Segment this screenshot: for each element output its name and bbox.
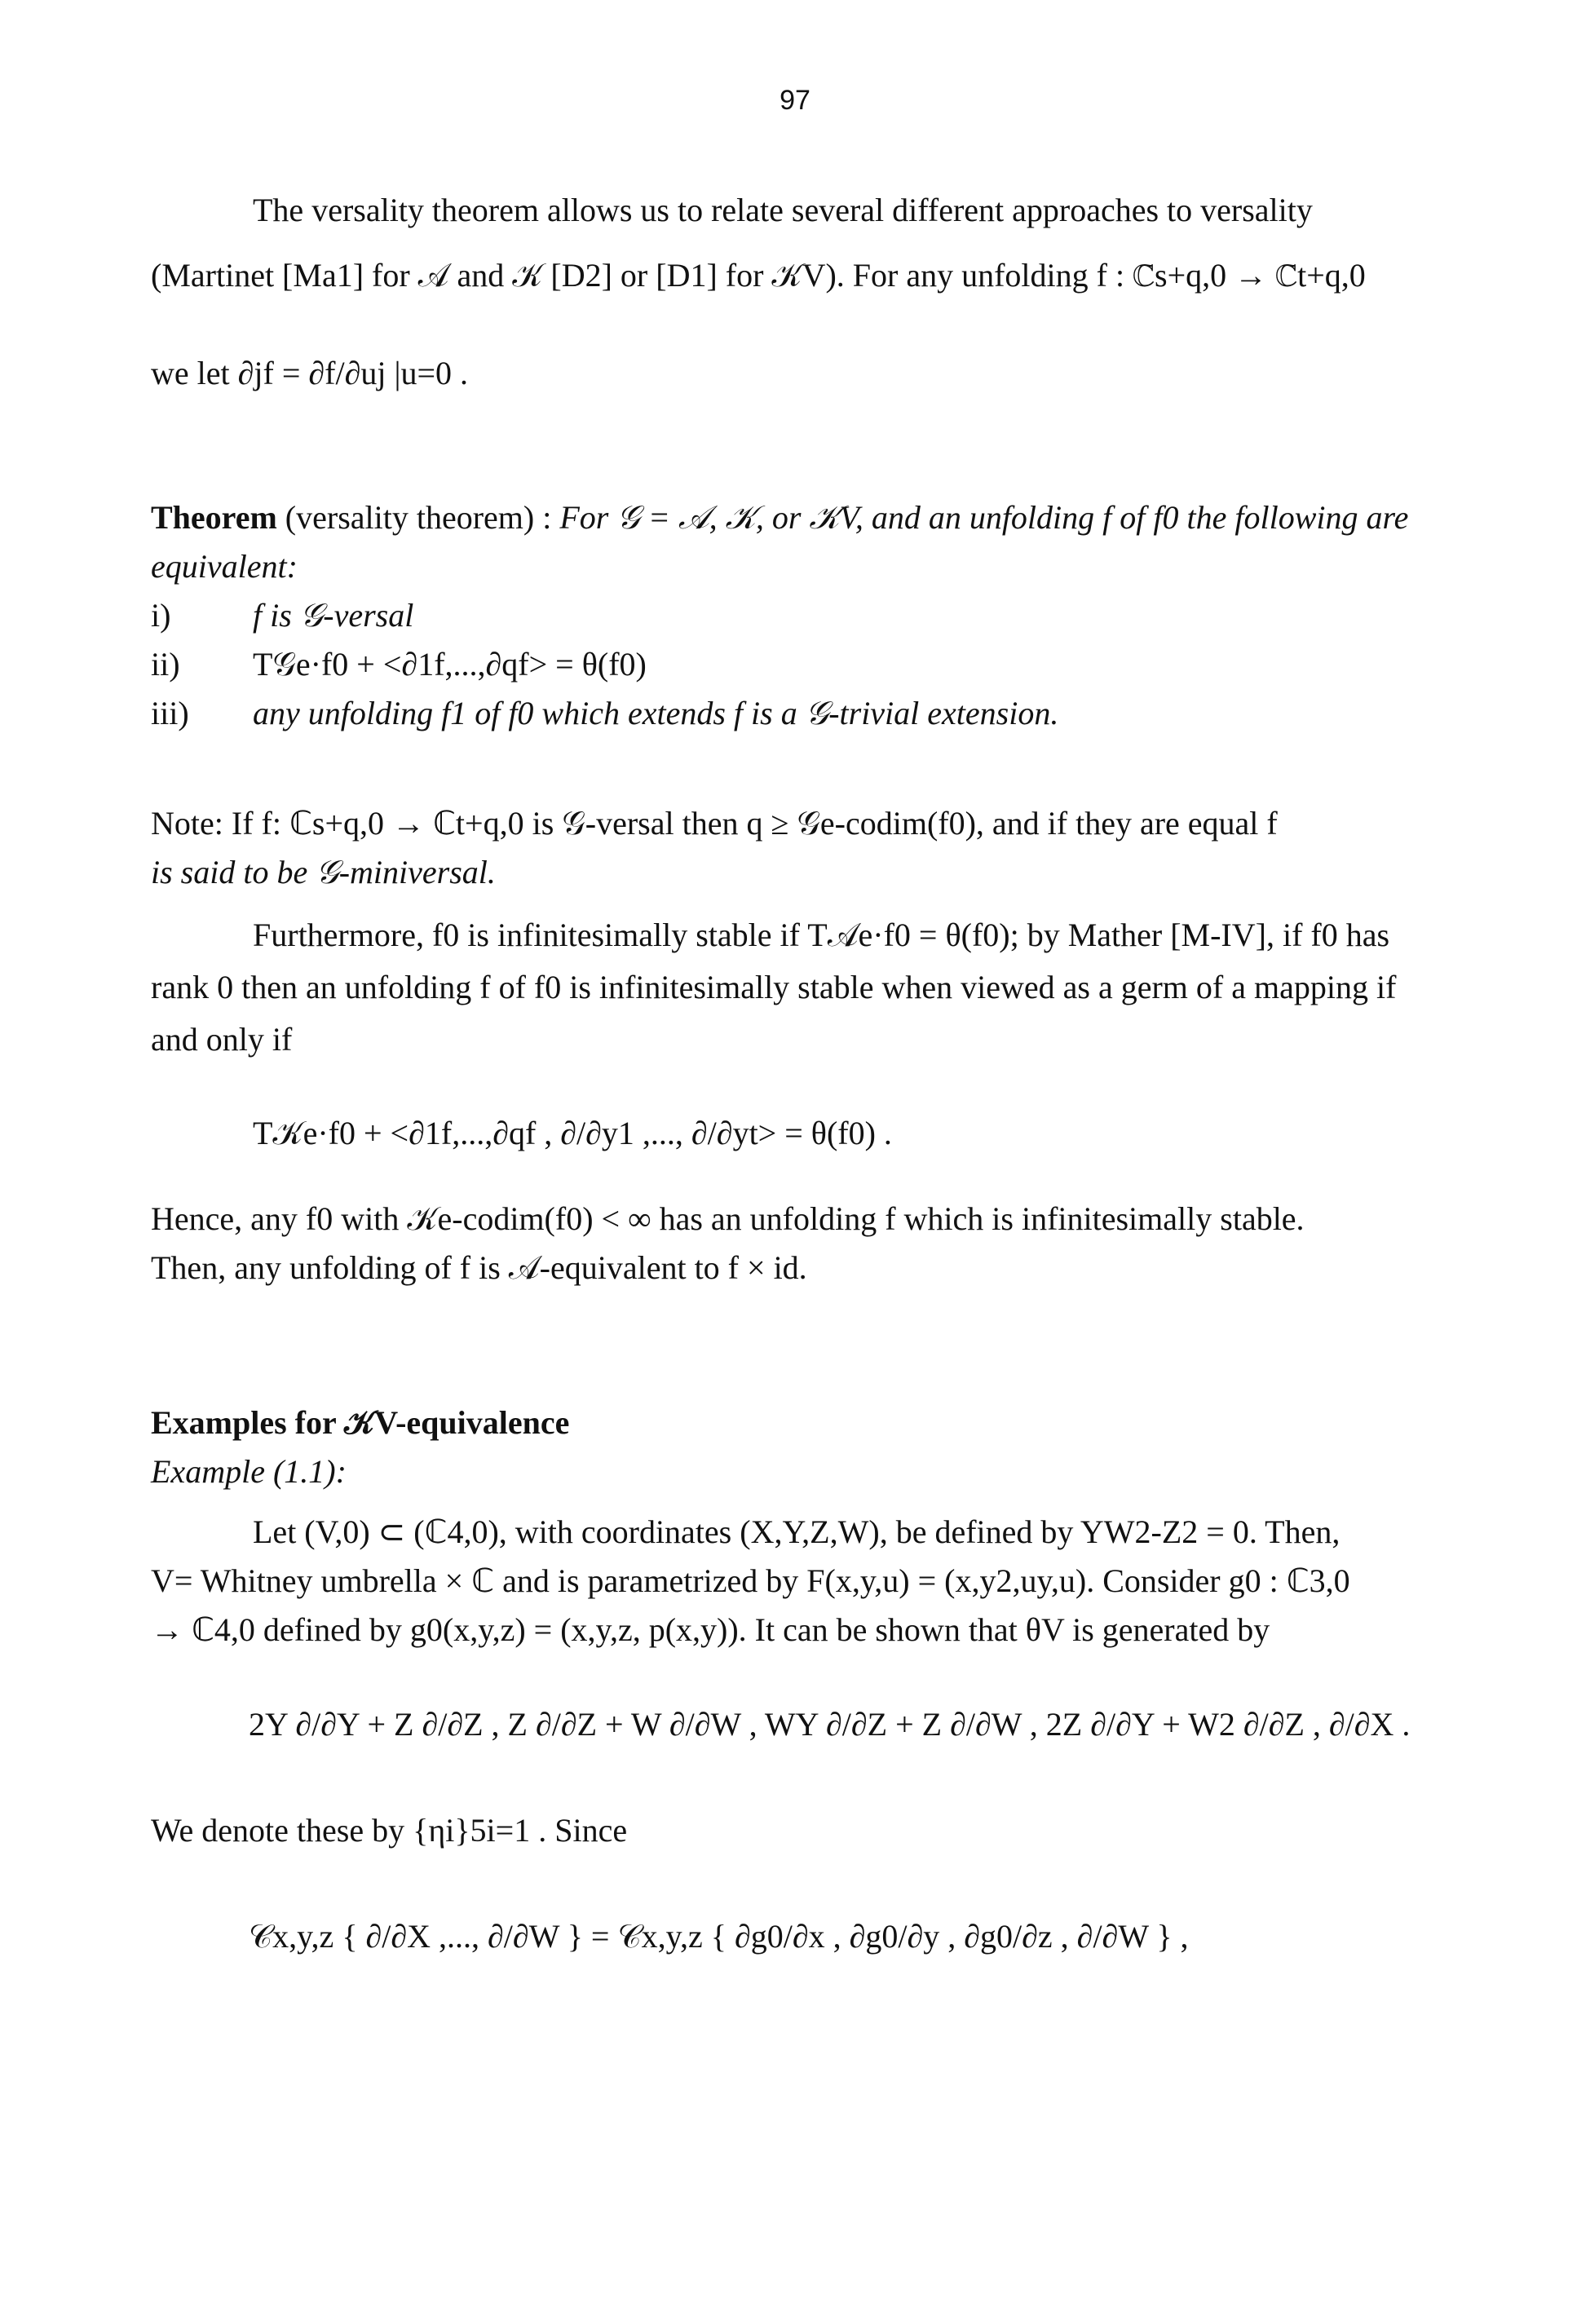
equation-module: 𝒞x,y,z { ∂/∂X ,..., ∂/∂W } = 𝒞x,y,z { ∂g0/∂x , ∂g0/∂y , ∂g0/∂z , ∂/∂W } , <box>249 1918 1189 1955</box>
hence-paragraph <box>151 1195 1447 1292</box>
example-line-1: Let (V,0) ⊂ (ℂ4,0), with coordinates (X,Y,Z,W), be defined by YW2-Z2 = 0. Then, <box>253 1513 1340 1550</box>
example-line-2: V= Whitney umbrella × ℂ and is parametrized by F(x,y,u) = (x,y2,uy,u). Consider g0 : ℂ3,0 <box>151 1562 1350 1599</box>
theorem-item-text: f is 𝒢-versal <box>253 597 414 634</box>
theorem-item-text: any unfolding f1 of f0 which extends f is a 𝒢-trivial extension. <box>253 695 1059 731</box>
theorem-item-2 <box>151 640 1447 689</box>
furthermore-text: Furthermore, f0 is infinitesimally stable if T𝒜e·f0 = θ(f0); by Mather [M-IV], if f0 has rank 0 then an unfolding f of f0 is infinitesimally stable when viewed as a germ of a mapping if and only if <box>151 917 1397 1058</box>
note-line-1: Note: If f: ℂs+q,0 → ℂt+q,0 is 𝒢-versal then q ≥ 𝒢e-codim(f0), and if they are equal f <box>151 805 1278 842</box>
hence-line-2: Then, any unfolding of f is 𝒜-equivalent to f × id. <box>151 1249 807 1286</box>
intro-paragraph <box>151 186 1447 398</box>
theorem-item-text: T𝒢e·f0 + <∂1f,...,∂qf> = θ(f0) <box>253 646 647 683</box>
equation-stability: T𝒦e·f0 + <∂1f,...,∂qf , ∂/∂y1 ,..., ∂/∂yt> = θ(f0) . <box>253 1115 892 1151</box>
theorem-head: Theorem <box>151 499 277 536</box>
theorem-statement <box>151 493 1447 591</box>
theorem-name: (versality theorem) : <box>285 499 552 536</box>
denote-line <box>151 1806 1447 1855</box>
example-label: Example (1.1): <box>151 1453 347 1490</box>
examples-section <box>151 1398 1447 1655</box>
furthermore-paragraph <box>151 909 1447 1066</box>
theorem-item-num: ii) <box>151 646 180 683</box>
examples-heading: Examples for 𝒦V-equivalence <box>151 1404 570 1441</box>
intro-line-3: we let ∂jf = ∂f/∂uj |u=0 . <box>151 355 469 391</box>
intro-line-2: (Martinet [Ma1] for 𝒜 and 𝒦 [D2] or [D1] for 𝒦V). For any unfolding f : ℂs+q,0 → ℂt+q,0 <box>151 257 1366 294</box>
note-paragraph <box>151 799 1447 897</box>
page-number: 97 <box>780 85 810 116</box>
note-line-2: is said to be 𝒢-miniversal. <box>151 854 496 890</box>
equation-generators: 2Y ∂/∂Y + Z ∂/∂Z , Z ∂/∂Z + W ∂/∂W , WY ∂/∂Z + Z ∂/∂W , 2Z ∂/∂Y + W2 ∂/∂Z , ∂/∂X . <box>249 1706 1411 1743</box>
theorem-block <box>151 493 1447 738</box>
theorem-item-num: i) <box>151 597 171 634</box>
hence-line-1: Hence, any f0 with 𝒦e-codim(f0) < ∞ has an unfolding f which is infinitesimally stable. <box>151 1200 1305 1237</box>
theorem-item-num: iii) <box>151 695 189 731</box>
theorem-text: For 𝒢 = 𝒜, 𝒦, or 𝒦V, and an unfolding f of f0 the following are equivalent: <box>151 499 1409 585</box>
theorem-item-1 <box>151 591 1447 640</box>
denote-text: We denote these by {ηi}5i=1 . Since <box>151 1812 628 1849</box>
intro-line-1: The versality theorem allows us to relate several different approaches to versality <box>253 192 1313 228</box>
theorem-item-3 <box>151 689 1447 738</box>
example-line-3: → ℂ4,0 defined by g0(x,y,z) = (x,y,z, p(x,y)). It can be shown that θV is generated by <box>151 1611 1270 1648</box>
